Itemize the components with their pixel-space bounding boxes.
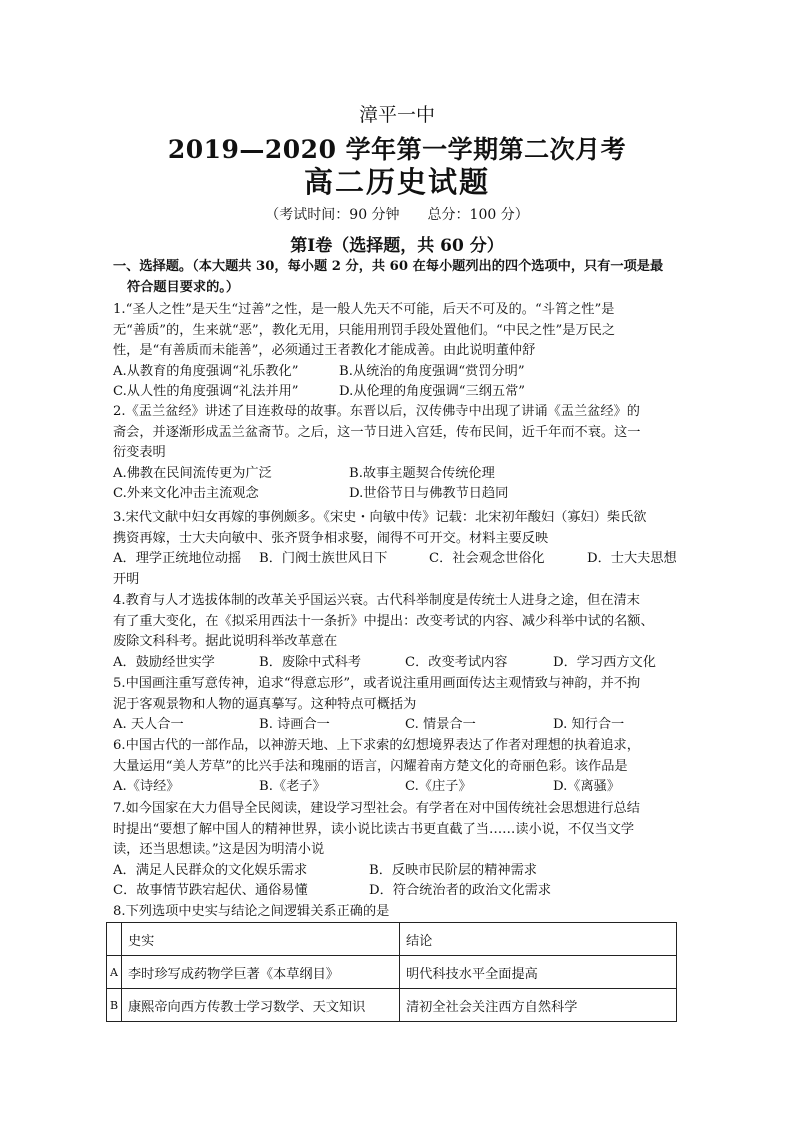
question-stem-line: 废除文科科考。据此说明科举改革意在 xyxy=(113,634,338,649)
instruction-line: 一、选择题。（本大题共 30，每小题 2 分，共 60 在每小题列出的四个选项中，只有一项是最 xyxy=(113,259,664,274)
option-d: D.从伦理的角度强调“三纲五常” xyxy=(339,384,526,399)
option-d: D．符合统治者的政治文化需求 xyxy=(369,883,552,898)
option-d: D.《离骚》 xyxy=(553,779,621,794)
question-stem-line: 大量运用“美人芳草”的比兴手法和瑰丽的语言，闪耀着南方楚文化的奇丽色彩。该作品是 xyxy=(113,758,628,774)
option-b: B.故事主题契合传统伦理 xyxy=(349,465,495,481)
question-5 xyxy=(113,674,683,736)
option-a: A．满足人民群众的文化娱乐需求 xyxy=(113,862,308,878)
option-c: C．改变考试内容 xyxy=(405,654,508,670)
question-stem-line: 6.中国古代的一部作品，以神游天地、上下求索的幻想境界表达了作者对理想的执着追求， xyxy=(113,738,640,753)
question-stem-line: 斋会，并逐渐形成盂兰盆斋节。之后，这一节日进入宫廷，传布民间，近千年而不衰。这一 xyxy=(113,424,641,440)
table-header-cell xyxy=(107,923,122,956)
table-cell-option: B xyxy=(107,989,122,1022)
option-b: B．废除中式科考 xyxy=(259,654,362,670)
options-row xyxy=(113,653,683,674)
section-instructions xyxy=(113,257,683,298)
option-c: C. 情景合一 xyxy=(405,717,476,732)
question-stem-line: 2.《盂兰盆经》讲述了目连救母的故事。东晋以后，汉传佛寺中出现了讲诵《盂兰盆经》的 xyxy=(113,404,640,419)
question-stem-line: 时提出“要想了解中国人的精神世界，读小说比读古书更直截了当……读小说，不仅当文学 xyxy=(113,821,635,837)
school-name: 漳平一中 xyxy=(358,104,435,126)
table-header-cell: 史实 xyxy=(122,923,400,956)
question-stem-line: 4.教育与人才选拔体制的改革关乎国运兴衰。古代科举制度是传统士人进身之途，但在清末 xyxy=(113,593,640,608)
option-d: D．学习西方文化 xyxy=(553,654,656,670)
question-8 xyxy=(113,902,683,923)
question-stem-line: 8.下列选项中史实与结论之间逻辑关系正确的是 xyxy=(113,904,390,919)
option-a: A.从教育的角度强调“礼乐教化” xyxy=(113,363,299,379)
option-a: A. 天人合一 xyxy=(113,717,184,732)
exam-time: （考试时间：90 分钟 xyxy=(265,207,400,223)
option-d: D. 知行合一 xyxy=(553,717,625,732)
question-stem-line: 衍变表明 xyxy=(113,445,166,460)
volume-title: 第Ⅰ卷（选择题，共 60 分） xyxy=(290,236,504,256)
options-row xyxy=(113,861,683,882)
option-d-continued: 开明 xyxy=(113,571,140,587)
question-stem-line: 有了重大变化，在《拟采用西法十一条折》中提出：改变考试的内容、减少科举中试的名额、 xyxy=(113,613,654,629)
table-header-cell: 结论 xyxy=(400,923,677,956)
option-b: B．反映市民阶层的精神需求 xyxy=(369,862,537,878)
option-a: A．鼓励经世实学 xyxy=(113,654,215,670)
option-c: C.外来文化冲击主流观念 xyxy=(113,486,259,501)
question-3 xyxy=(113,508,683,590)
question-stem-line: 3.宋代文献中妇女再嫁的事例颇多。《宋史・向敏中传》记载：北宋初年酸妇（寡妇）柴氏欲 xyxy=(113,510,647,525)
table-cell-fact: 康熙帝向西方传教士学习数学、天文知识 xyxy=(122,989,400,1022)
exam-info xyxy=(0,204,794,224)
question-7 xyxy=(113,799,683,902)
options-row xyxy=(113,464,683,485)
question-stem-line: 7.如今国家在大力倡导全民阅读，建设学习型社会。有学者在对中国传统社会思想进行总结 xyxy=(113,801,640,816)
total-score: 总分：100 分） xyxy=(427,207,529,223)
table-cell-option: A xyxy=(107,956,122,989)
question-stem-line: 泥于客观景物和人物的逼真摹写。这种特点可概括为 xyxy=(113,696,417,712)
table-cell-conclusion: 明代科技水平全面提高 xyxy=(400,956,677,989)
option-d: D．士大夫思想 xyxy=(587,551,677,566)
subject-title: 高二历史试题 xyxy=(303,165,490,199)
option-b: B.从统治的角度强调“赏罚分明” xyxy=(339,363,525,379)
instruction-line: 符合题目要求的。） xyxy=(127,279,240,295)
options-row xyxy=(113,549,683,570)
table-cell-conclusion: 清初全社会关注西方自然科学 xyxy=(400,989,677,1022)
question-stem-line: 5.中国画注重写意传神，追求“得意忘形”，或者说注重用画面传达主观情致与神韵，并不拘 xyxy=(113,676,641,691)
question-4 xyxy=(113,591,683,673)
table-row xyxy=(107,989,677,1022)
question-2 xyxy=(113,402,683,505)
options-row xyxy=(113,382,683,403)
option-c: C.从人性的角度强调“礼法并用” xyxy=(113,384,299,399)
option-a: A．理学正统地位动摇 xyxy=(113,551,242,566)
exam-term-title: 2019—2020 学年第一学期第二次月考 xyxy=(167,135,627,164)
question-1 xyxy=(113,300,683,403)
question-stem-line: 携资再嫁，士大夫向敏中、张齐贤争相求娶，闹得不可开交。材料主要反映 xyxy=(113,530,549,546)
option-c: C.《庄子》 xyxy=(405,779,472,794)
question-6 xyxy=(113,736,683,798)
options-row xyxy=(113,484,683,505)
option-c: C．故事情节跌宕起伏、通俗易懂 xyxy=(113,883,308,898)
option-a: A.《诗经》 xyxy=(113,779,180,794)
question-stem-line: 读，还当思想读。”这是因为明清小说 xyxy=(113,842,325,857)
options-row xyxy=(113,715,683,736)
q8-table xyxy=(106,922,677,1022)
table-row xyxy=(107,956,677,989)
options-row xyxy=(113,362,683,383)
option-b: B.《老子》 xyxy=(259,779,326,794)
question-stem-line: 1.“圣人之性”是天生“过善”之性，是一般人先天不可能，后天不可及的。“斗筲之性”是 xyxy=(113,302,615,317)
question-stem-line: 性，是“有善质而未能善”，必须通过王者教化才能成善。由此说明董仲舒 xyxy=(113,343,536,358)
option-b: B．门阀士族世风日下 xyxy=(259,551,388,566)
option-a: A.佛教在民间流传更为广泛 xyxy=(113,465,272,481)
options-row xyxy=(113,777,683,798)
table-cell-fact: 李时珍写成药物学巨著《本草纲目》 xyxy=(122,956,400,989)
option-c: C．社会观念世俗化 xyxy=(429,551,545,566)
question-stem-line: 无“善质”的，生来就“恶”，教化无用，只能用刑罚手段处置他们。“中民之性”是万民之 xyxy=(113,322,616,338)
option-d: D.世俗节日与佛教节日趋同 xyxy=(349,486,509,501)
options-row xyxy=(113,881,683,902)
table-header-row xyxy=(107,923,677,956)
option-b: B. 诗画合一 xyxy=(259,717,330,732)
